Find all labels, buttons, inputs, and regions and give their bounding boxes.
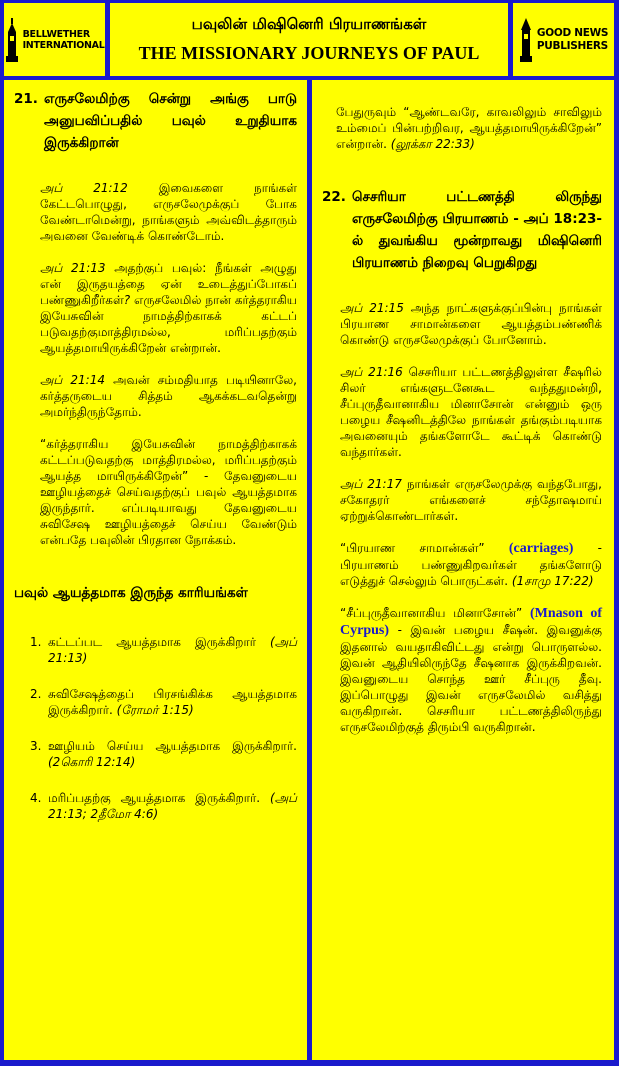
bellwether-logo [4, 3, 105, 76]
list-text: கட்டப்பட ஆயத்தமாக இருக்கிறார் [48, 635, 271, 649]
verse-text: நாங்கள் எருசலேமுக்கு வந்தபோது, சகோதரர் எங்களைச் சந்தோஷமாய் ஏற்றுக்கொண்டார்கள். [340, 477, 602, 523]
section-number: 22. [322, 189, 346, 205]
list-item: 3. ஊழியம் செய்ய ஆயத்தமாக இருக்கிறார். (2கொரி 12:14) [30, 739, 297, 769]
list-item: 2. சுவிசேஷத்தைப் பிரசங்கிக்க ஆயத்தமாக இருக்கிறார். (ரோமர் 1:15) [30, 687, 297, 717]
verse-ref: அப் 21:14 [40, 373, 105, 387]
commentary: “பிரயாண சாமான்கள்” (carriages) - பிரயாணம் பண்ணுகிறவர்கள் தங்களோடு எடுத்துச் செல்லும் பொருட்கள். (1சாமு 17:22) [340, 541, 602, 588]
right-column [312, 80, 614, 1060]
paragraph [322, 104, 602, 152]
page-title [110, 3, 508, 76]
list-text: சுவிசேஷத்தைப் பிரசங்கிக்க ஆயத்தமாக இருக்கிறார். [48, 687, 297, 717]
verse-ref: (2கொரி 12:14) [48, 755, 136, 769]
section-22-heading [322, 186, 602, 274]
list-item: 1. கட்டப்பட ஆயத்தமாக இருக்கிறார் (அப் 21:13) [30, 635, 297, 665]
verse-text: பேதுருவும் “ஆண்டவரே, காவலிலும் சாவிலும் உம்மைப் பின்பற்றிவர, ஆயத்தமாயிருக்கிறேன்” என்றான். [336, 105, 602, 151]
question-mark: ? [123, 293, 131, 307]
verse-ref: (1சாமு 17:22) [511, 574, 594, 588]
list-text: மரிப்பதற்கு ஆயத்தமாக இருக்கிறார். [48, 791, 271, 805]
verse-ref: (ரோமர் 1:15) [116, 703, 194, 717]
list-text: ஊழியம் செய்ய ஆயத்தமாக இருக்கிறார். [48, 739, 297, 753]
verse-ref: அப் 21:17 [340, 477, 402, 491]
verse-text: அதற்குப் பவுல்: நீங்கள் அழுது என் இருதயத்தை ஏன் உடைத்துப்போகப் பண்ணுகிறீர்கள் [40, 261, 297, 307]
verse-ref: (அப் 21:13) [48, 635, 297, 665]
english-term: (Mnason of Cyrpus) [340, 606, 602, 638]
good-news-logo [513, 3, 614, 76]
verse-text: எருசலேமில் நான் கர்த்தராகிய இயேசுவின் நாமத்திற்காகக் கட்டப் படுவதற்குமாத்திரமல்ல, மரிப்பதற்கும் ஆயத்தமாயிருக்கிறேன் என்றான். [40, 293, 297, 355]
section-21-heading [14, 88, 297, 154]
left-column [4, 80, 307, 1060]
subheading: பவுல் ஆயத்தமாக இருந்த காரியங்கள் [14, 585, 248, 601]
paragraph [322, 364, 602, 460]
verse-text: அவன் சம்மதியாத படியினாலே, கர்த்தருடைய சித்தம் ஆகக்கடவதென்று அமர்ந்திருந்தோம். [40, 373, 297, 419]
commentary: “சீப்புருதீவானாகிய மினாசோன்” (Mnason of Cyrpus) - இவன் பழைய சீஷன். இவனுக்கு இதனால் வயதாகிவிட்டது என்று பொருளல்ல. இவன் ஆதியிலிருந்தே சீஷனாக இருக்கிறவன். இவனுடைய சொந்த ஊர் சீப்புரு தீவு. இப்பொழுது இவன் எருசலேமில் வசித்து வருகிறான். செசரியா பட்டணத்திலிருந்து எருசலேமிற்குத் திரும்பி வருகிறான். [340, 606, 602, 734]
verse-text: செசரியா பட்டணத்திலுள்ள சீஷரில் சிலர் எங்களுடனேகூட வந்ததுமன்றி, சீப்புருதீவானாகிய மினாசோன் என்னும் ஒரு பழைய சீஷனிடத்திலே நாங்கள் தங்கும்படியாக அவனையும் தங்களோடே கூட்டிக் கொண்டு வந்தார்கள். [340, 365, 602, 459]
paragraph [322, 300, 602, 348]
bell-tower-icon [5, 18, 19, 62]
list-item: 4. மரிப்பதற்கு ஆயத்தமாக இருக்கிறார். (அப் 21:13; 2தீமோ 4:6) [30, 791, 297, 821]
verse-ref: (அப் 21:13; 2தீமோ 4:6) [48, 791, 297, 821]
title-tamil: பவுலின் மிஷினெரி பிரயாணங்கள் [191, 15, 427, 33]
paragraph [14, 260, 297, 356]
bellwether-logo-line1: BELLWETHER [22, 28, 90, 40]
good-news-logo-line2: PUBLISHERS [536, 39, 608, 52]
verse-ref: அப் 21:16 [340, 365, 403, 379]
section-title: செசரியா பட்டணத்தி லிருந்து எருசலேமிற்கு பிரயாணம் - அப் 18:23-ல் துவங்கிய மூன்றாவது மிஷினெரி பிரயாணம் நிறைவு பெறுகிறது [352, 189, 602, 271]
paragraph [14, 180, 297, 244]
section-number: 21. [14, 91, 38, 107]
ready-list [14, 634, 297, 822]
paragraph [322, 476, 602, 524]
title-english: THE MISSIONARY JOURNEYS OF PAUL [138, 43, 480, 63]
commentary: “கர்த்தராகிய இயேசுவின் நாமத்திற்காகக் கட்டப்படுவதற்கு மாத்திரமல்ல, மரிப்பதற்கும் ஆயத்த மாயிருக்கிறேன்” - தேவனுடைய ஊழியத்தைச் செய்வதற்குப் பவுல் ஆயத்தமாக இருந்தார். எப்படியாவது தேவனுடைய சுவிசேஷ ஊழியத்தைச் செய்ய வேண்டும் என்பதே பவுலின் பிரதான நோக்கம். [40, 437, 297, 547]
good-news-logo-line1: GOOD NEWS [536, 26, 609, 39]
english-term: (carriages) [508, 541, 574, 556]
tower-icon [519, 18, 533, 62]
paragraph [14, 372, 297, 420]
verse-ref: (லூக்கா 22:33) [390, 137, 475, 151]
verse-text: இவைகளை நாங்கள் கேட்டபொழுது, எருசலேமுக்குப் போக வேண்டாமென்று, நாங்களும் அவ்விடத்தாரும் அவனை வேண்டிக் கொண்டோம். [40, 181, 297, 243]
verse-ref: அப் 21:12 [40, 181, 128, 195]
verse-ref: அப் 21:15 [340, 301, 404, 315]
verse-ref: அப் 21:13 [40, 261, 106, 275]
bellwether-logo-line2: INTERNATIONAL [22, 39, 105, 51]
verse-text: அந்த நாட்களுக்குப்பின்பு நாங்கள் பிரயாண சாமான்களை ஆயத்தம்பண்ணிக் கொண்டு எருசலேமுக்குப் போனோம். [340, 301, 602, 347]
section-title: எருசலேமிற்கு சென்று அங்கு பாடு அனுபவிப்பதில் பவுல் உறுதியாக இருக்கிறான் [44, 91, 297, 151]
